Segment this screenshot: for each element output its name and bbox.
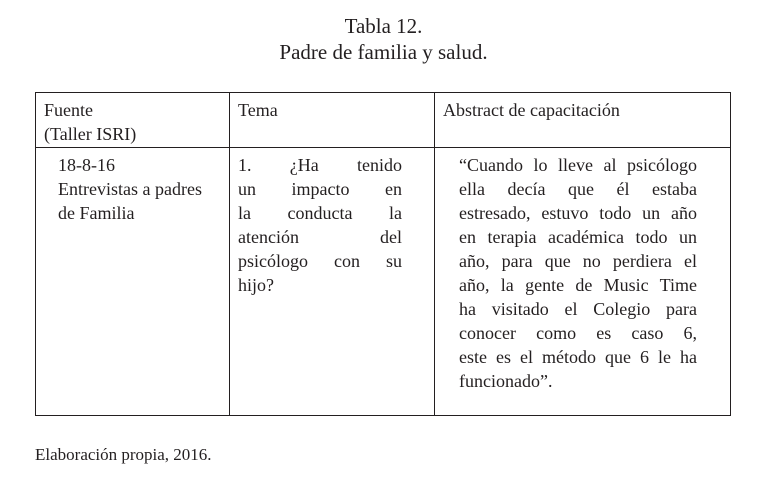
- cell-tema-line: hijo?: [238, 275, 274, 295]
- table-title: Padre de familia y salud.: [279, 40, 488, 64]
- header-fuente: [44, 98, 224, 146]
- table-number: Tabla 12.: [344, 14, 423, 38]
- cell-abstract-line: funcionado”.: [459, 371, 553, 391]
- source-note: Elaboración propia, 2016.: [35, 445, 212, 464]
- cell-abstract-line: estresado, estuvo todo un año: [459, 203, 697, 223]
- data-table: [35, 92, 731, 416]
- cell-abstract-line: ha visitado el Colegio para: [459, 299, 697, 319]
- header-divider: [36, 147, 730, 148]
- cell-tema-line: atención del: [238, 227, 402, 247]
- cell-fuente-line-2: de Familia: [58, 203, 135, 223]
- column-divider-2: [434, 93, 435, 415]
- cell-tema: [238, 153, 402, 297]
- cell-abstract-line: este es el método que 6 le ha: [459, 347, 697, 367]
- cell-abstract-line: conocer como es caso 6,: [459, 323, 697, 343]
- cell-fuente: [58, 153, 228, 225]
- cell-tema-line: un impacto en: [238, 179, 402, 199]
- cell-fuente-line-1: Entrevistas a padres: [58, 179, 202, 199]
- cell-abstract: [459, 153, 697, 393]
- header-fuente-line-2: (Taller ISRI): [44, 124, 137, 144]
- cell-tema-line: 1. ¿Ha tenido: [238, 155, 402, 175]
- cell-tema-line: psicólogo con su: [238, 251, 402, 271]
- cell-abstract-line: año, para que no perdiera el: [459, 251, 697, 271]
- header-abstract-label: Abstract de capacitación: [443, 100, 620, 120]
- cell-abstract-line: ella decía que él estaba: [459, 179, 697, 199]
- cell-tema-line: la conducta la: [238, 203, 402, 223]
- cell-abstract-line: en terapia académica todo un: [459, 227, 697, 247]
- cell-fuente-date: 18-8-16: [58, 155, 115, 175]
- cell-abstract-line: “Cuando lo lleve al psicólogo: [459, 155, 697, 175]
- header-tema: [238, 98, 428, 122]
- header-abstract: [443, 98, 723, 122]
- cell-abstract-line: año, la gente de Music Time: [459, 275, 697, 295]
- column-divider-1: [229, 93, 230, 415]
- header-tema-label: Tema: [238, 100, 278, 120]
- header-fuente-line-1: Fuente: [44, 100, 93, 120]
